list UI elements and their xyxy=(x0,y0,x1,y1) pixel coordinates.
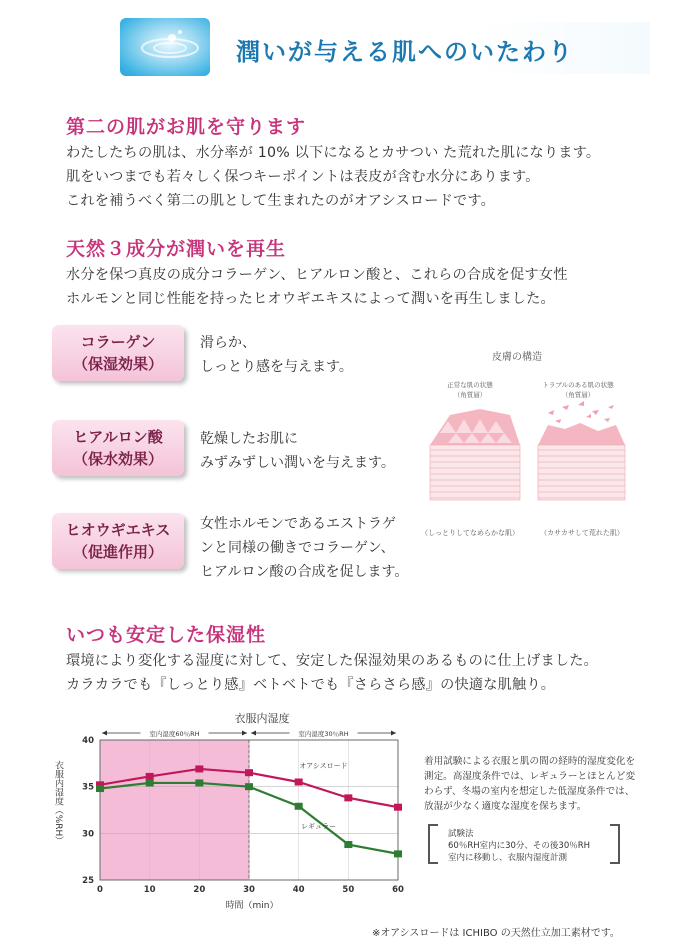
bracket-right xyxy=(610,824,620,864)
page-title: 潤いが与える肌へのいたわり xyxy=(236,37,574,66)
data-point xyxy=(245,769,253,776)
ingredient-badge-collagen xyxy=(52,325,184,381)
skin-normal-caption: （しっとりしてなめらかな肌） xyxy=(421,529,519,537)
ingredient-desc: 滑らか、 xyxy=(200,335,256,351)
ingredient-effect: （保湿効果） xyxy=(72,355,163,373)
trouble-skin-figure xyxy=(538,401,625,500)
data-point xyxy=(245,783,253,790)
data-point xyxy=(146,779,154,786)
ingredient-effect: （保水効果） xyxy=(72,450,163,468)
ingredient-desc: しっとり感を与えます。 xyxy=(200,359,353,375)
skin-trouble-caption: （カサカサして荒れた肌） xyxy=(540,529,624,537)
ingredient-desc: ンと同様の働きでコラーゲン、 xyxy=(200,540,395,556)
section1-line: わたしたちの肌は、水分率が 10% 以下になるとカサつい た荒れた肌になります。 xyxy=(66,145,601,161)
section1-line: これを補うべく第二の肌として生まれたのがオアシスロードです。 xyxy=(66,193,496,209)
series-label: レギュラー xyxy=(301,822,337,831)
chart-x-label: 時間（min） xyxy=(225,901,279,911)
skin-normal-label: 正常な肌の状態 xyxy=(447,381,493,389)
skin-trouble-label: トラブルのある肌の状態 xyxy=(542,381,614,389)
method-line: 室内に移動し、衣服内湿度計測 xyxy=(448,853,568,863)
skin-structure-diagram xyxy=(420,345,650,545)
data-point xyxy=(195,765,203,772)
water-drop-image xyxy=(120,18,210,76)
humidity-chart xyxy=(40,708,420,916)
ingredient-badge-hiougi xyxy=(52,513,184,569)
skin-normal-sub: （角質層） xyxy=(453,391,487,399)
skin-trouble-sub: （角質層） xyxy=(561,391,595,399)
ingredient-badge-hyaluronic xyxy=(52,420,184,476)
section2-line: 水分を保つ真皮の成分コラーゲン、ヒアルロン酸と、これらの合成を促す女性 xyxy=(66,267,568,283)
chart-region xyxy=(100,740,249,880)
y-tick-label: 30 xyxy=(82,829,94,840)
section1-heading: 第二の肌がお肌を守ります xyxy=(66,116,307,138)
test-note: 着用試験による衣服と肌の間の経時的湿度変化を測定。高湿度条件では、レギュラーとほとんど変わらず、冬場の室内を想定した低湿度条件では、放湿が少なく適度な湿度を保ちます。 xyxy=(424,756,636,812)
data-point xyxy=(146,773,154,780)
data-point xyxy=(96,785,104,792)
x-tick-label: 30 xyxy=(243,885,255,895)
section2-line: ホルモンと同じ性能を持ったヒオウギエキスによって潤いを再生しました。 xyxy=(66,291,555,307)
method-line: 60％RH室内に30分、その後30％RH xyxy=(448,841,591,851)
chart-title: 衣服内湿度 xyxy=(234,712,290,725)
data-point xyxy=(344,794,352,801)
y-tick-label: 35 xyxy=(82,782,94,793)
series-label: オアシスロード xyxy=(299,762,348,770)
section3-line: カラカラでも『しっとり感』ベトベトでも『さらさら感』の快適な肌触り。 xyxy=(66,677,556,693)
x-tick-label: 0 xyxy=(97,885,103,895)
data-point xyxy=(394,804,402,811)
ingredient-desc: ヒアルロン酸の合成を促します。 xyxy=(200,564,409,580)
method-title: 試験法 xyxy=(448,829,474,839)
x-tick-label: 60 xyxy=(392,885,404,895)
y-tick-label: 40 xyxy=(82,736,94,746)
ingredient-effect: （促進作用） xyxy=(72,543,163,561)
ingredient-desc: みずみずしい潤いを与えます。 xyxy=(200,455,395,471)
skin-title: 皮膚の構造 xyxy=(492,352,542,363)
x-tick-label: 40 xyxy=(292,885,305,895)
region-label: 室内湿度30％RH xyxy=(298,730,349,738)
region-label: 室内湿度60％RH xyxy=(149,730,200,738)
data-point xyxy=(344,841,352,848)
ingredient-name: ヒアルロン酸 xyxy=(73,428,163,446)
data-point xyxy=(295,803,303,810)
chart-region xyxy=(249,740,398,880)
ingredient-name: ヒオウギエキス xyxy=(65,521,171,539)
test-method xyxy=(424,824,620,864)
data-point xyxy=(295,779,303,786)
footer-note: ※オアシスロードは ICHIBO の天然仕立加工素材です。 xyxy=(372,928,620,939)
section2-heading: 天然３成分が潤いを再生 xyxy=(66,238,287,260)
x-tick-label: 50 xyxy=(342,885,355,895)
ingredient-desc: 女性ホルモンであるエストラゲ xyxy=(200,516,396,532)
ingredient-desc: 乾燥したお肌に xyxy=(200,431,298,447)
section3-line: 環境により変化する湿度に対して、安定した保湿効果のあるものに仕上げました。 xyxy=(66,653,599,669)
section3-heading: いつも安定した保湿性 xyxy=(66,624,267,646)
x-tick-label: 10 xyxy=(143,885,156,895)
ingredient-name: コラーゲン xyxy=(80,333,156,351)
data-point xyxy=(394,850,402,857)
x-tick-label: 20 xyxy=(193,885,206,895)
section1-line: 肌をいつまでも若々しく保つキーポイントは表皮が含む水分にあります。 xyxy=(66,169,540,185)
data-point xyxy=(195,779,203,786)
chart-y-label: 衣服内湿度（%RH） xyxy=(53,760,63,846)
bracket-left xyxy=(428,824,438,864)
y-tick-label: 25 xyxy=(82,876,94,886)
normal-skin-figure xyxy=(430,409,520,500)
